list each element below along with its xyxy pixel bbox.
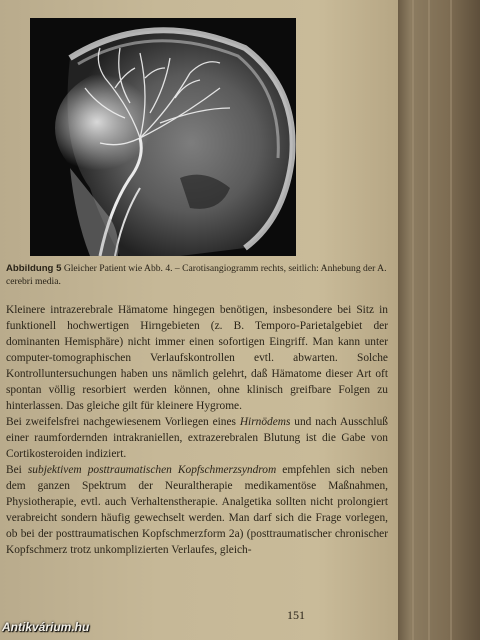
- paragraph-text: Kleinere intrazerebrale Hämatome hingegen benötigen, insbesondere bei Sitz in funktionell hochwertigen Hirngebieten (z. B. Temporo-Parietalgebiet der dominanten Hemisphäre) nicht immer einen sofortigen Eingriff. Man kann unter computer-tomographischen Verlaufskontrollen evtl. abwarten. Solche Kontrolluntersuchungen haben uns nämlich gelehrt, daß Hämatome dieser Art oft spontan völlig resorbiert werden können, ohne klinisch greifbare Folgen zu hinterlassen. Das gleiche gilt für kleinere Hygrome.: [6, 304, 388, 412]
- figure-caption: [6, 262, 388, 288]
- page-number: 151: [287, 608, 305, 622]
- paragraph-text: Bei zweifelsfrei nachgewiesenem Vorliegen eines: [6, 416, 240, 428]
- paragraph-text: Bei: [6, 464, 28, 476]
- figure-label: Abbildung 5: [6, 263, 62, 274]
- body-text: [6, 302, 388, 558]
- page-edges: [398, 0, 480, 640]
- watermark: Antikvárium.hu: [2, 620, 90, 634]
- emphasis-text: Hirnödems: [239, 416, 291, 428]
- paragraph-text: empfehlen sich neben dem ganzen Spektrum der Neuraltherapie medikamentöse Maßnahmen, Physiotherapie, evtl. auch Verhaltenstherapie. Analgetika sollten nicht prolongiert verabreicht sondern häufig gewechselt werden. Man darf sich die Frage vorlegen, ob bei der posttraumatischen Kopfschmerzform 2a) (posttraumatischer chronischer Kopfschmerz trotz unkomplizierten Verlaufes, gleich-: [6, 464, 388, 556]
- page-edge-line: [428, 0, 430, 640]
- angiogram-figure: [30, 18, 296, 256]
- paragraph: [6, 414, 388, 462]
- page-edge-line: [412, 0, 414, 640]
- emphasis-text: subjektivem posttraumatischen Kopfschmerzsyndrom: [27, 464, 277, 476]
- paragraph-text: und nach Ausschluß einer raumfordernden intrakraniellen, extrazerebralen Blutung ist die Gabe von Cortikosteroiden indiziert.: [6, 416, 388, 460]
- page-edge-line: [450, 0, 452, 640]
- paragraph: [6, 302, 388, 414]
- angiogram-image: [30, 18, 296, 256]
- figure-caption-text: Gleicher Patient wie Abb. 4. – Carotisangiogramm rechts, seitlich: Anhebung der A. cerebri media.: [6, 263, 387, 287]
- paragraph: [6, 462, 388, 558]
